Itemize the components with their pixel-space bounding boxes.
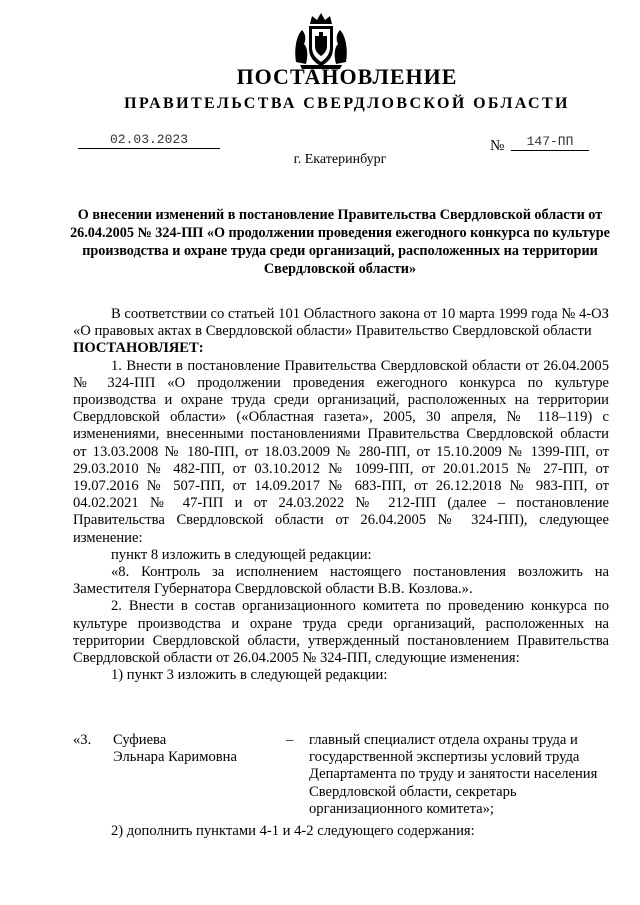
- member-surname: Суфиева: [113, 732, 167, 748]
- item-1-sub: пункт 8 изложить в следующей редакции:: [111, 546, 372, 563]
- decree-word: ПОСТАНОВЛЯЕТ:: [73, 340, 204, 357]
- coat-of-arms-icon: [290, 10, 352, 70]
- member-number: «3.: [73, 732, 92, 748]
- document-subtitle: ПРАВИТЕЛЬСТВА СВЕРДЛОВСКОЙ ОБЛАСТИ: [124, 95, 570, 112]
- preamble: В соответствии со статьей 101 Областного закона от 10 марта 1999 года № 4-ОЗ «О правовых актах в Свердловской области» Правительство Свердловской области: [73, 306, 609, 340]
- item-2-sub-2: 2) дополнить пунктами 4-1 и 4-2 следующего содержания:: [111, 823, 475, 839]
- item-1-quote: «8. Контроль за исполнением настоящего постановления возложить на Заместителя Губернатора Свердловской области В.В. Козлова.».: [73, 564, 609, 598]
- item-2-sub-1: 1) пункт 3 изложить в следующей редакции:: [111, 667, 388, 684]
- document-title: ПОСТАНОВЛЕНИЕ: [236, 64, 458, 89]
- member-dash: –: [286, 732, 294, 748]
- member-position: главный специалист отдела охраны труда и государственной экспертизы условий труда Департамента по труду и занятости населения Свердловской области, секретарь организационного комитета»;: [309, 732, 598, 817]
- document-body: [73, 306, 609, 684]
- item-1: 1. Внести в постановление Правительства Свердловской области от 26.04.2005 № 324-ПП «О продолжении проведения ежегодного конкурса по культуре производства и охране труда среди организаций, расположенных на территории Свердловской области» («Областная газета», 2005, 30 апреля, № 118–119) с изменениями, внесенными постановлениями Правительства Свердловской области от 13.03.2008 № 180-ПП, от 18.03.2009 № 280-ПП, от 15.10.2009 № 1399-ПП, от 29.03.2010 № 482-ПП, от 03.10.2012 № 1099-ПП, от 20.01.2015 № 27-ПП, от 19.07.2016 № 507-ПП, от 14.09.2017 № 683-ПП, от 26.12.2018 № 983-ПП, от 04.02.2021 № 47-ПП и от 24.03.2022 № 212-ПП (далее – постановление Правительства Свердловской области от 26.04.2005 № 324-ПП), следующее изменение:: [73, 357, 609, 546]
- document-heading: О внесении изменений в постановление Правительства Свердловской области от 26.04.2005 № 324-ПП «О продолжении проведения ежегодного конкурса по культуре производства и охране труда среди организаций, расположенных на территории Свердловской области»: [70, 207, 610, 277]
- document-number: 147-ПП: [511, 134, 589, 151]
- number-sign: №: [490, 138, 505, 154]
- document-date: 02.03.2023: [78, 132, 220, 149]
- member-given-names: Эльнара Каримовна: [113, 749, 237, 766]
- city: г. Екатеринбург: [293, 152, 387, 167]
- item-2: 2. Внести в состав организационного комитета по проведению конкурса по культуре производства и охране труда среди организаций, расположенных на территории Свердловской области, утвержденный постановлением Правительства Свердловской области от 26.04.2005 № 324-ПП, следующие изменения:: [73, 598, 609, 667]
- member-name: [113, 732, 293, 766]
